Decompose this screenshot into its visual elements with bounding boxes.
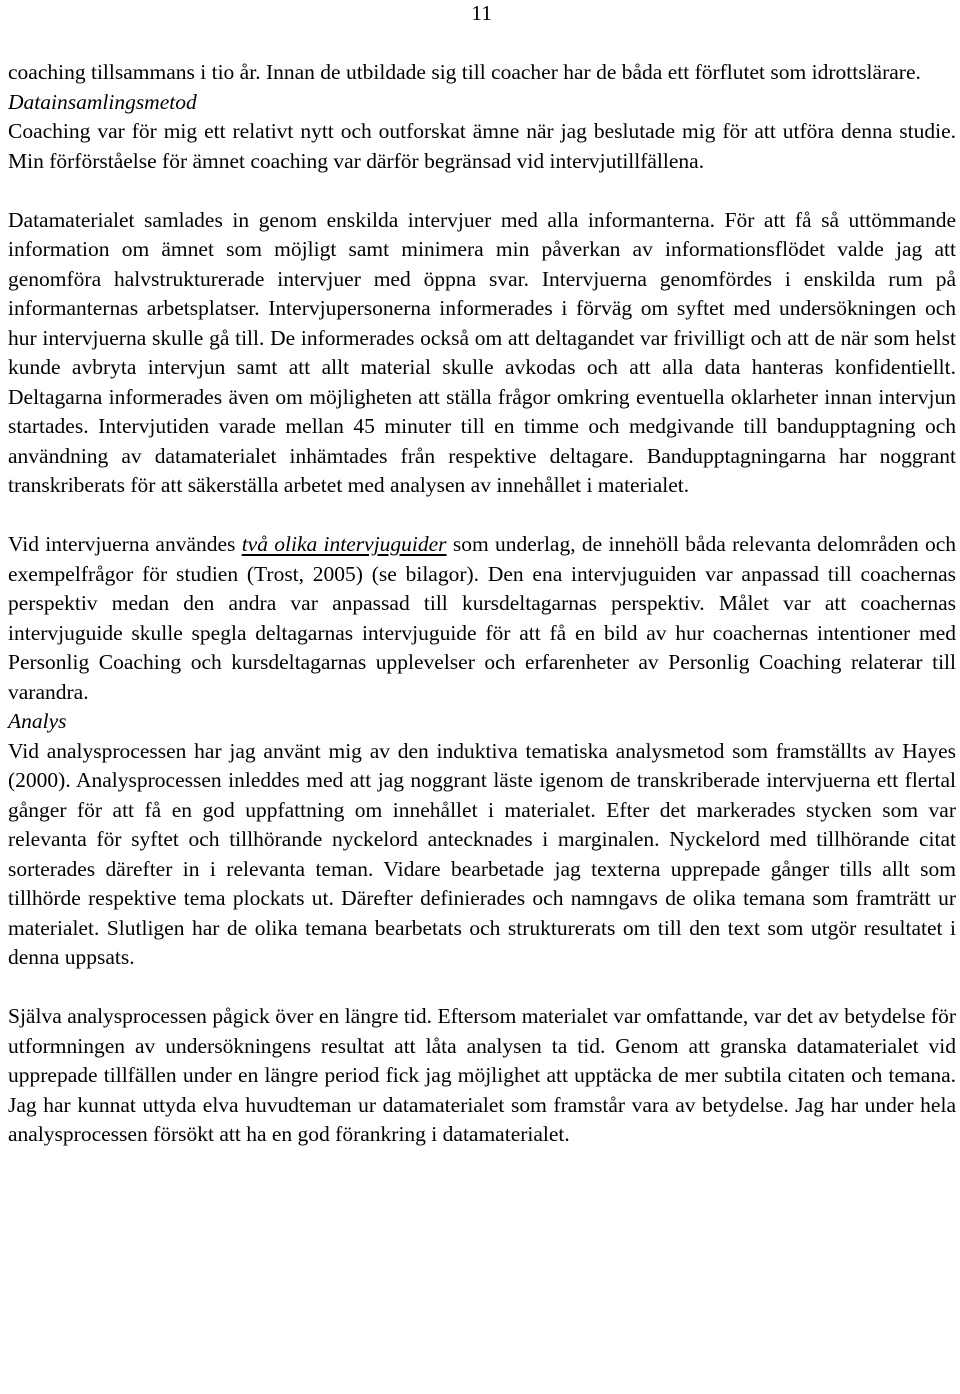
paragraph-intro-continuation: coaching tillsammans i tio år. Innan de utbildade sig till coacher har de båda ett förflutet som idrottslärare. <box>8 60 921 84</box>
paragraph-analysis-process: Själva analysprocessen pågick över en längre tid. Eftersom materialet var omfattande, var det av betydelse för utformningen av undersökningens resultat att låta analysen ta tid. Genom att granska datamaterialet vid upprepade tillfällen under en längre period fick jag möjlighet att upptäcka de mer subtila citaten och temana. Jag har kunnat uttyda elva huvudteman ur datamaterialet som framstår vara av betydelse. Jag har under hela analysprocessen försökt att ha en god förankring i datamaterialet. <box>8 1004 956 1146</box>
paragraph-data-collection: Datamaterialet samlades in genom enskilda intervjuer med alla informanterna. För att få så uttömmande information om ämnet som möjligt samt minimera min påverkan av informationsflödet valde jag att genomföra halvstrukturerade intervjuer med öppna svar. Intervjuerna genomfördes i enskilda rum på informanternas arbetsplatser. Intervjupersonerna informerades i förväg om syftet med undersökningen och hur intervjuerna skulle gå till. De informerades också om att deltagandet var frivilligt och att de när som helst kunde avbryta intervjun samt att allt material skulle avkodas och att alla data hanteras konfidentiellt. Deltagarna informerades även om möjligheten att ställa frågor omkring eventuella oklarheter innan intervjun startades. Intervjutiden varade mellan 45 minuter till en timme och medgivande till bandupptagning och användning av datamaterialet inhämtades från respektive deltagare. Bandupptagningarna har noggrant transkriberats för att säkerställa arbetet med analysen av innehållet i materialet. <box>8 207 956 497</box>
interview-guides-text-start: Vid intervjuerna användes <box>8 532 242 556</box>
interview-guides-text-end: som underlag, de innehöll båda relevanta delområden och exempelfrågor för studien (Trost, 2005) (se bilagor). Den ena intervjuguiden var anpassad till coachernas perspektiv medan den andra var anpassad till kursdeltagarnas perspektiv. Målet var att coachernas intervjuguide skulle spegla deltagarnas intervjuguide för att få en bild av hur coachernas intentioner med Personlig Coaching och kursdeltagarnas upplevelser och erfarenheter av Personlig Coaching relaterar till varandra. <box>8 532 956 704</box>
interview-guides-emphasis: två olika intervjuguider <box>241 532 447 556</box>
heading-datainsamlingsmetod: Datainsamlingsmetod <box>8 89 197 114</box>
document-body <box>8 58 956 1150</box>
heading-analys: Analys <box>8 709 67 733</box>
paragraph-analysis-method: Vid analysprocessen har jag använt mig av den induktiva tematiska analysmetod som framställts av Hayes (2000). Analysprocessen inleddes med att jag noggrant läste igenom de transkriberade intervjuerna ett flertal gånger för att få en god uppfattning om innehållet i materialet. Efter det markerades stycken som var relevanta för syftet och tillhörande nyckelord antecknades i marginalen. Nyckelord med tillhörande citat sorterades därefter in i relevanta teman. Vidare bearbetade jag texterna upprepade gånger tills allt som tillhörde respektive tema plockats ut. Därefter definierades och namngavs de olika temana som framträtt ur materialet. Slutligen har de olika temana bearbetats och strukturerats om till den text som utgör resultatet i denna uppsats. <box>8 738 956 969</box>
page-number: 11 <box>471 1 492 25</box>
paragraph-interview-guides <box>8 530 956 707</box>
paragraph-method-background: Coaching var för mig ett relativt nytt och outforskat ämne när jag beslutade mig för att utföra denna studie. Min förförståelse för ämnet coaching var därför begränsad vid intervjutillfällena. <box>8 119 956 173</box>
